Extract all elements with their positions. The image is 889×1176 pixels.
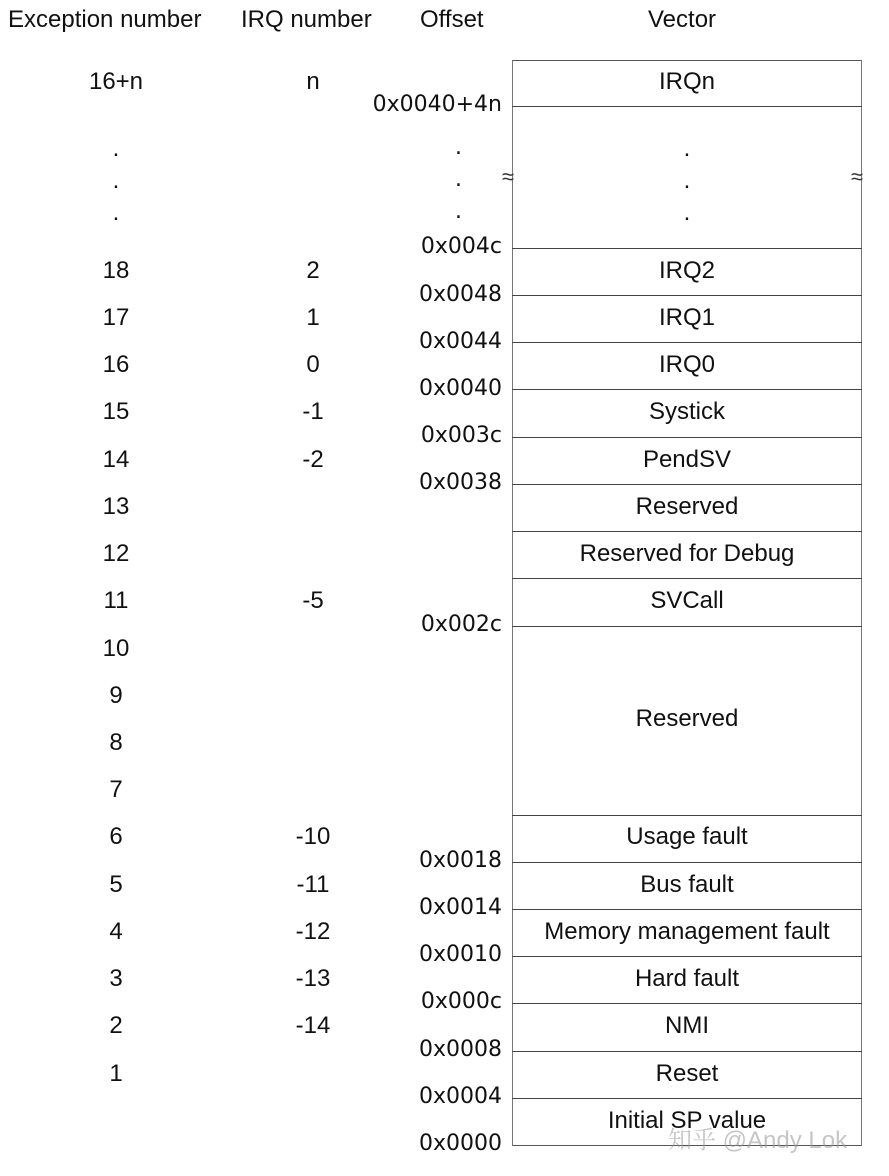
vector-label: Systick [648, 398, 725, 425]
offset-label: 0x0038 [418, 470, 502, 495]
row-divider [512, 1098, 862, 1099]
row-divider [512, 578, 862, 579]
offset-label: 0x003c [420, 423, 502, 448]
offset-label: 0x0010 [418, 942, 502, 967]
irq-number: -11 [296, 871, 330, 898]
exception-number: 4 [109, 918, 123, 945]
offset-label: 0x0008 [418, 1037, 502, 1062]
exception-number: 10 [102, 635, 130, 662]
row-divider [512, 437, 862, 438]
vector-label: SVCall [650, 587, 724, 614]
row-divider [512, 248, 862, 249]
irq-number: -10 [295, 823, 331, 850]
irq-number: -13 [295, 965, 331, 992]
exception-number: 3 [109, 965, 123, 992]
offset-label: 0x002c [420, 612, 502, 637]
exception-number: . [112, 199, 120, 226]
row-divider [512, 862, 862, 863]
vector-label: Memory management fault [544, 918, 830, 945]
offset-label: 0x0048 [418, 282, 502, 307]
offset-label: . [455, 167, 462, 192]
exception-number: . [112, 167, 120, 194]
exception-number: 6 [109, 823, 123, 850]
row-divider [512, 106, 862, 107]
vector-label: IRQ1 [658, 304, 715, 331]
header-irq-number: IRQ number [241, 6, 372, 33]
vector-label: Initial SP value [607, 1107, 767, 1134]
row-divider [512, 909, 862, 910]
exception-number: 8 [109, 729, 123, 756]
offset-label: 0x0040+4n [372, 92, 502, 117]
offset-label: 0x0004 [418, 1084, 502, 1109]
vector-label: Usage fault [626, 823, 748, 850]
vector-label: . [683, 135, 691, 162]
exception-number: 15 [102, 398, 130, 425]
vector-label: IRQ2 [658, 257, 715, 284]
offset-label: 0x0014 [418, 895, 502, 920]
vector-label: Reset [655, 1060, 719, 1087]
exception-number: 5 [109, 871, 123, 898]
vector-label: . [683, 167, 691, 194]
offset-label: . [455, 199, 462, 224]
exception-number: 16+n [88, 68, 144, 95]
vector-label: . [683, 199, 691, 226]
vector-label: IRQ0 [658, 351, 715, 378]
vector-label: Reserved [635, 493, 739, 520]
header-exception-number: Exception number [8, 6, 202, 33]
offset-label: 0x0040 [418, 376, 502, 401]
vector-label: IRQn [658, 68, 715, 95]
row-divider [512, 1003, 862, 1004]
irq-number: -12 [295, 918, 331, 945]
row-divider [512, 531, 862, 532]
exception-number: 7 [109, 776, 123, 803]
offset-label: 0x0018 [418, 848, 502, 873]
vector-label: Bus fault [640, 871, 734, 898]
irq-number: -2 [302, 446, 324, 473]
exception-number: 9 [109, 682, 123, 709]
exception-number: 16 [102, 351, 130, 378]
offset-label: . [455, 135, 462, 160]
exception-number: 14 [102, 446, 130, 473]
row-divider [512, 484, 862, 485]
offset-label: 0x004c [420, 234, 502, 259]
header-offset: Offset [420, 6, 484, 33]
row-divider [512, 295, 862, 296]
exception-number: 12 [102, 540, 130, 567]
exception-number: 13 [102, 493, 130, 520]
row-divider [512, 815, 862, 816]
header-vector: Vector [648, 6, 717, 33]
offset-label: 0x0044 [418, 329, 502, 354]
irq-number: 0 [306, 351, 320, 378]
row-divider [512, 389, 862, 390]
offset-label: 0x000c [420, 989, 502, 1014]
exception-number: 17 [102, 304, 130, 331]
irq-number: n [306, 68, 320, 95]
exception-number: 11 [103, 587, 129, 614]
row-divider [512, 342, 862, 343]
vector-label: Hard fault [634, 965, 740, 992]
row-divider [512, 1051, 862, 1052]
vector-label: NMI [665, 1012, 709, 1039]
irq-number: 1 [306, 304, 320, 331]
row-divider [512, 626, 862, 627]
irq-number: 2 [306, 257, 320, 284]
vector-label: Reserved [635, 705, 739, 732]
break-symbol-right: ≈ [851, 164, 864, 189]
irq-number: -5 [302, 587, 324, 614]
break-symbol-left: ≈ [502, 164, 515, 189]
vector-label: PendSV [642, 446, 732, 473]
offset-label: 0x0000 [418, 1131, 502, 1156]
exception-number: 1 [109, 1060, 123, 1087]
row-divider [512, 956, 862, 957]
irq-number: -1 [302, 398, 324, 425]
exception-number: 2 [109, 1012, 123, 1039]
watermark: 知乎 @Andy Lok [668, 1127, 848, 1154]
exception-number: . [112, 135, 120, 162]
vector-label: Reserved for Debug [579, 540, 795, 567]
exception-number: 18 [102, 257, 130, 284]
irq-number: -14 [295, 1012, 331, 1039]
